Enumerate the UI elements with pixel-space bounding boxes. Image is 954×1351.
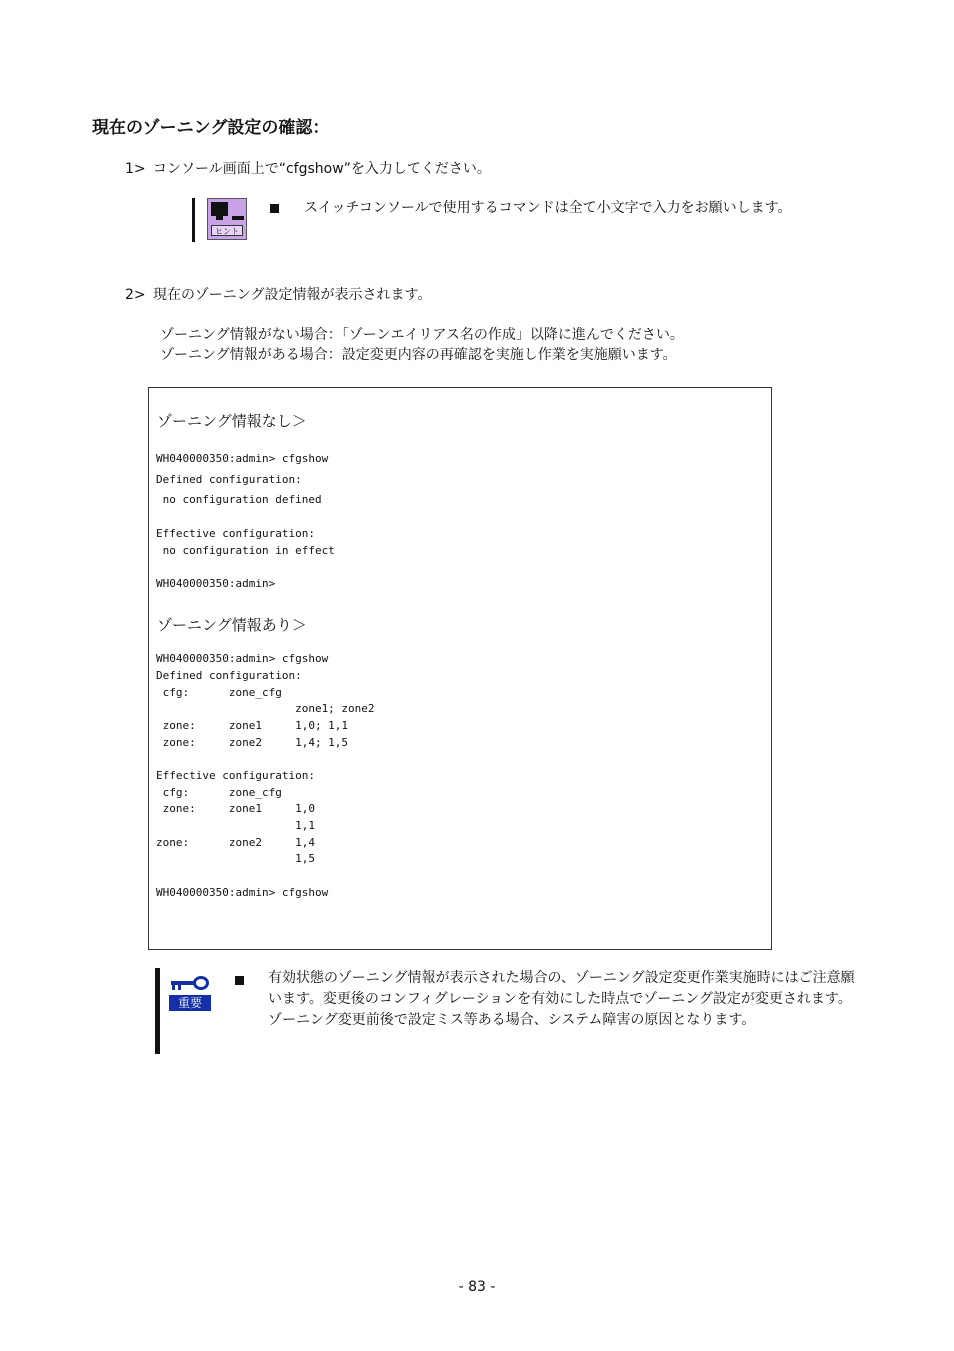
console-line: WH040000350:admin> cfgshow [156, 886, 329, 899]
page-number: - 83 - [458, 1279, 496, 1295]
console-line: 1,5 [156, 852, 315, 865]
console-line: cfg: zone_cfg [156, 686, 282, 699]
important-note [155, 968, 865, 1058]
console-line: no configuration defined [156, 493, 322, 506]
hint-note [192, 198, 852, 244]
bullet-icon [270, 204, 279, 213]
section-heading: 現在のゾーニング設定の確認： [92, 118, 330, 138]
step-2-number: 2> [125, 287, 146, 303]
console-line: zone: zone1 1,0; 1,1 [156, 719, 349, 732]
console-line: 1,1 [156, 819, 315, 832]
console-line: zone: zone2 1,4; 1,5 [156, 736, 349, 749]
console-line: WH040000350:admin> cfgshow [156, 452, 329, 465]
info-title: ゾーニング情報あり＞ [157, 616, 307, 634]
console-line: zone: zone1 1,0 [156, 802, 315, 815]
step-1-text: コンソール画面上で“cfgshow”を入力してください。 [153, 161, 491, 177]
step-2 [125, 284, 431, 304]
hint-bar [192, 198, 195, 242]
hint-label: ヒント [211, 225, 243, 236]
console-line: Defined configuration: [156, 473, 302, 486]
console-line: Defined configuration: [156, 669, 302, 682]
console-line: zone1; zone2 [156, 702, 375, 715]
key-icon [169, 976, 213, 1012]
console-line: no configuration in effect [156, 544, 335, 557]
console-line: cfg: zone_cfg [156, 786, 282, 799]
console-line: WH040000350:admin> [156, 577, 276, 590]
console-line: Effective configuration: [156, 527, 315, 540]
step-2-text: 現在のゾーニング設定情報が表示されます。 [153, 287, 432, 303]
condition-note-1: ゾーニング情報がない場合：「ゾーンエイリアス名の作成」以降に進んでください。 [160, 327, 684, 343]
no-info-title: ゾーニング情報なし＞ [157, 412, 307, 430]
important-label: 重要 [169, 995, 211, 1011]
step-1 [125, 158, 491, 178]
console-line: zone: zone2 1,4 [156, 836, 315, 849]
bullet-icon [235, 976, 244, 985]
important-bar [155, 968, 160, 1054]
hint-text: スイッチコンソールで使用するコマンドは全て小文字で入力をお願いします。 [304, 200, 792, 216]
important-text: 有効状態のゾーニング情報が表示された場合の、ゾーニング設定変更作業実施時にはご注意願います。変更後のコンフィグレーションを有効にした時点でゾーニング設定が変更されます。ゾーニング変更前後で設定ミス等ある場合、システム障害の原因となります。 [268, 970, 855, 1028]
hint-icon [207, 198, 247, 240]
console-line: WH040000350:admin> cfgshow [156, 652, 329, 665]
condition-note-2: ゾーニング情報がある場合：設定変更内容の再確認を実施し作業を実施願います。 [160, 347, 677, 363]
step-1-number: 1> [125, 161, 146, 177]
console-line: Effective configuration: [156, 769, 315, 782]
console-output-box [148, 387, 772, 950]
